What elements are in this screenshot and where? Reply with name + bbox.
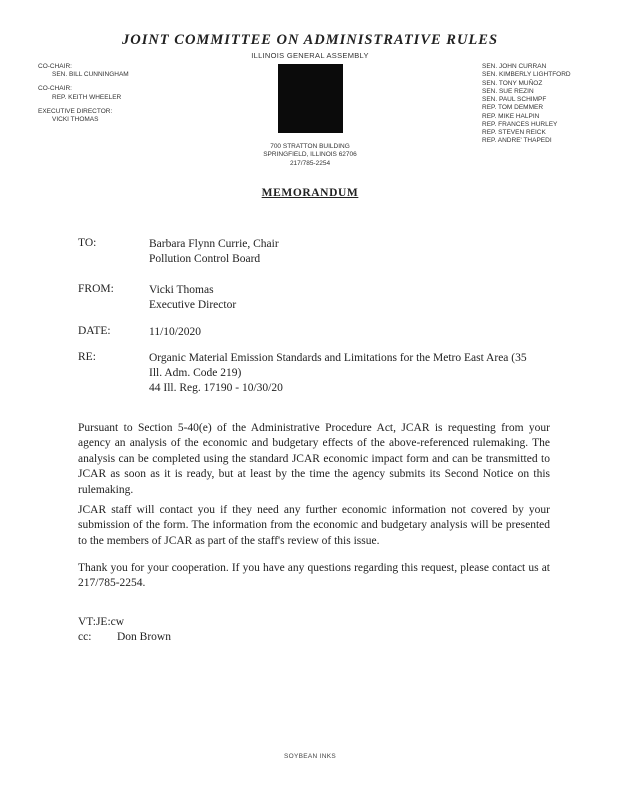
address-phone: 217/785-2254 [289,159,331,167]
leadership-name: REP. KEITH WHEELER [52,93,122,101]
footer-note: SOYBEAN INKS [283,753,336,760]
body-paragraph-thanks: Thank you for your cooperation. If you have any questions regarding this request, please contact us at 217/785-2254. [78,562,550,590]
re-subject-line: Organic Material Emission Standards and Limitations for the Metro East Area (35 [149,352,527,364]
address-line: 700 STRATTON BUILDING [270,143,350,150]
letterhead-subtitle: ILLINOIS GENERAL ASSEMBLY [251,51,369,60]
from-label: FROM: [78,283,114,295]
leadership-role: CO-CHAIR: [38,85,72,93]
member-name: SEN. KIMBERLY LIGHTFORD [482,71,571,79]
cc-line [78,631,171,643]
re-register-citation: 44 Ill. Reg. 17190 - 10/30/20 [149,382,283,394]
body-paragraph-followup: JCAR staff will contact you if they need any further economic information not covered by your submission of the form. The information from the economic and budgetary analysis will be presented to the members of JCAR as part of the staff's review of this issue. [78,504,550,547]
leadership-role: CO-CHAIR: [38,63,72,70]
to-recipient: Barbara Flynn Currie, Chair [149,238,279,250]
memo-heading: MEMORANDUM [261,187,359,199]
address-line: SPRINGFIELD, ILLINOIS 62706 [263,151,357,159]
date-value: 11/10/2020 [149,326,201,338]
leadership-block [38,63,129,124]
re-value [149,351,579,396]
member-name: SEN. JOHN CURRAN [482,63,547,70]
from-title: Executive Director [149,299,237,311]
re-subject-line: Ill. Adm. Code 219) [149,367,242,379]
date-label: DATE: [78,325,111,337]
body-paragraph-request: Pursuant to Section 5-40(e) of the Administrative Procedure Act, JCAR is requesting from your agency an analysis of the economic and budgetary effects of the above-referenced rulemaking. The analysis can be completed using the standard JCAR economic impact form and can be transmitted to JCAR as soon as it is ready, but at least by the time the agency submits its Second Notice on this rulemaking. [78,422,550,496]
letterhead-title: JOINT COMMITTEE ON ADMINISTRATIVE RULES [121,32,499,48]
office-address [250,143,370,168]
leadership-name: SEN. BILL CUNNINGHAM [52,71,129,79]
members-block [482,63,571,146]
redacted-seal [278,64,343,133]
member-name: REP. MIKE HALPIN [482,112,540,120]
to-value [149,237,579,267]
member-name: REP. TOM DEMMER [482,104,544,112]
from-sender: Vicki Thomas [149,284,214,296]
member-name: REP. ANDRE' THAPEDI [482,137,552,145]
member-name: SEN. SUE REZIN [482,87,534,95]
cc-recipient: Don Brown [117,631,171,643]
leadership-role: EXECUTIVE DIRECTOR: [38,107,113,115]
to-organization: Pollution Control Board [149,253,261,265]
member-name: SEN. TONY MUÑOZ [482,79,543,87]
cc-label: cc: [78,631,92,643]
leadership-name: VICKI THOMAS [52,116,99,124]
member-name: SEN. PAUL SCHIMPF [482,96,547,103]
reference-initials: VT:JE:cw [78,616,125,628]
to-label: TO: [78,237,97,249]
re-label: RE: [78,351,96,363]
from-value [149,283,579,313]
member-name: REP. FRANCES HURLEY [482,120,558,128]
member-name: REP. STEVEN REICK [482,129,546,136]
